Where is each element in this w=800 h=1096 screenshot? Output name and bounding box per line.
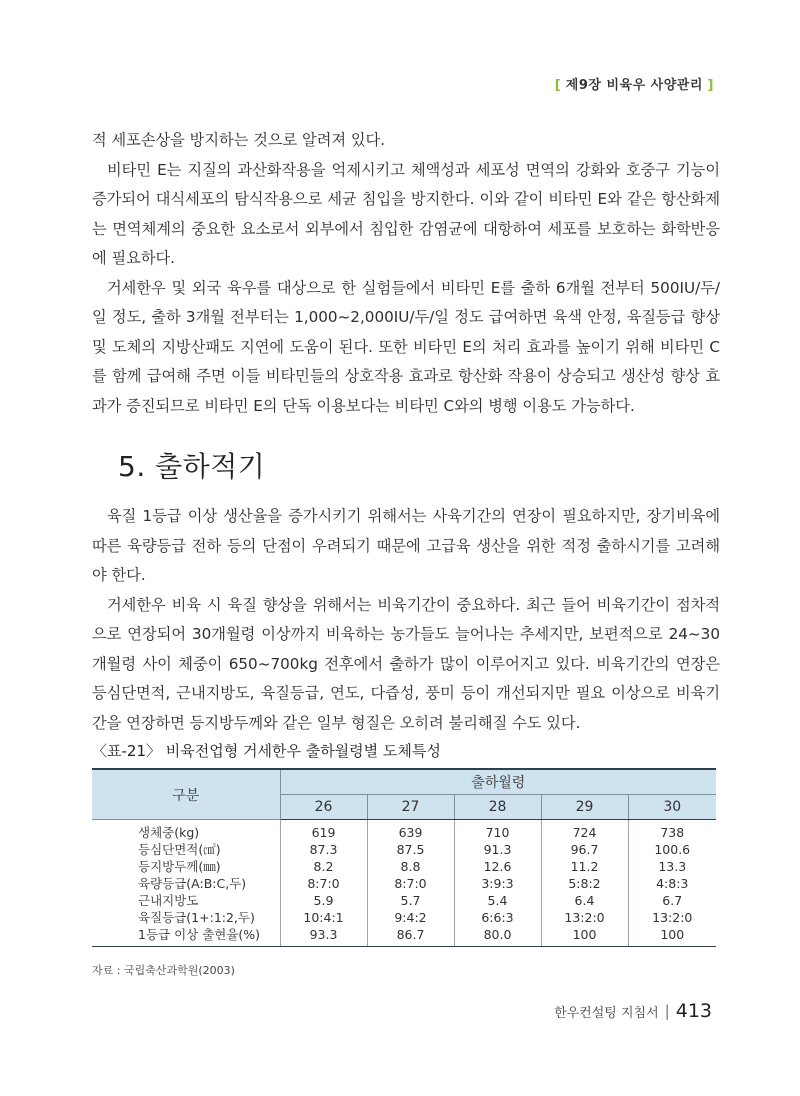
header-month-group: 출하월령 — [280, 769, 716, 795]
footer-separator: | — [664, 1002, 670, 1020]
table-cell: 6.4 — [541, 892, 628, 909]
row-label: 1등급 이상 출현율(%) — [92, 926, 280, 947]
row-label: 등심단면적(㎠) — [138, 842, 221, 857]
table-cell: 96.7 — [541, 841, 628, 858]
table-row — [92, 858, 716, 875]
chapter-label: 제9장 비육우 사양관리 — [565, 78, 703, 93]
table-cell: 5.9 — [280, 892, 367, 909]
table-cell: 724 — [541, 820, 628, 842]
table-cell: 619 — [280, 820, 367, 842]
table-row — [92, 875, 716, 892]
section-heading: 5. 출하적기 — [118, 450, 266, 483]
row-label: 근내지방도 — [138, 893, 199, 908]
table-row — [92, 892, 716, 909]
paragraph: 거세한우 비육 시 육질 향상을 위해서는 비육기간이 중요하다. 최근 들어 비육기간이 점차적으로 연장되어 30개월령 이상까지 비육하는 농가들도 늘어나는 추세지만, 보편적으로 24~30개월령 사이 체중이 650~700kg 전후에서 출하가 많이 이루어지고 있다. 비육기간의 연장은 등심단면적, 근내지방도, 육질등급, 연도, 다즙성, 풍미 등이 개선되지만 필요 이상으로 비육기간을 연장하면 등지방두께와 같은 일부 형질은 오히려 불리해질 수도 있다. — [92, 595, 720, 732]
table-caption: 〈표-21〉 비육전업형 거세한우 출하월령별 도체특성 — [92, 742, 441, 760]
chapter-header — [555, 74, 714, 93]
book-title: 한우컨설팅 지침서 — [554, 1005, 659, 1021]
table-cell: 8.8 — [367, 858, 454, 875]
header-bracket-right: ] — [707, 78, 714, 93]
table-cell: 13:2:0 — [628, 909, 716, 926]
table-cell: 13:2:0 — [541, 909, 628, 926]
table-cell: 6.7 — [628, 892, 716, 909]
table-cell: 5.7 — [367, 892, 454, 909]
table-cell: 738 — [628, 820, 716, 842]
page-footer — [554, 1000, 712, 1022]
body-text-section — [92, 502, 720, 738]
header-bracket-left: [ — [554, 78, 562, 93]
table-row — [92, 841, 716, 858]
table-cell: 100.6 — [628, 841, 716, 858]
table-cell: 639 — [367, 820, 454, 842]
row-label: 육질등급(1+:1:2,두) — [138, 910, 255, 925]
table-cell: 87.5 — [367, 841, 454, 858]
table-cell: 87.3 — [280, 841, 367, 858]
table-row — [92, 909, 716, 926]
table-source-note: 자료 : 국립축산과학원(2003) — [92, 964, 235, 977]
header-category: 구분 — [92, 769, 280, 820]
table-cell: 8:7:0 — [367, 875, 454, 892]
table-cell: 3:9:3 — [454, 875, 541, 892]
row-label: 육량등급(A:B:C,두) — [138, 876, 247, 891]
header-month: 30 — [628, 795, 716, 820]
header-month: 27 — [367, 795, 454, 820]
table-cell: 100 — [541, 926, 628, 947]
table-cell: 100 — [628, 926, 716, 947]
body-text-top — [92, 126, 720, 421]
table-cell: 86.7 — [367, 926, 454, 947]
page-number: 413 — [675, 1000, 712, 1022]
paragraph: 거세한우 및 외국 육우를 대상으로 한 실험들에서 비타민 E를 출하 6개월 전부터 500IU/두/일 정도, 출하 3개월 전부터는 1,000~2,000IU/두/일 정도 급여하면 육색 안정, 육질등급 향상 및 도체의 지방산패도 지연에 도움이 된다. 또한 비타민 E의 처리 효과를 높이기 위해 비타민 C를 함께 급여해 주면 이들 비타민들의 상호작용 효과로 항산화 작용이 상승되고 생산성 향상 효과가 증진되므로 비타민 E의 단독 이용보다는 비타민 C와의 병행 이용도 가능하다. — [92, 278, 720, 415]
table-cell: 710 — [454, 820, 541, 842]
table-cell: 93.3 — [280, 926, 367, 947]
table-cell: 5:8:2 — [541, 875, 628, 892]
table-cell: 13.3 — [628, 858, 716, 875]
table-cell: 5.4 — [454, 892, 541, 909]
header-month: 28 — [454, 795, 541, 820]
table-cell: 12.6 — [454, 858, 541, 875]
paragraph: 비타민 E는 지질의 과산화작용을 억제시키고 체액성과 세포성 면역의 강화와 호중구 기능이 증가되어 대식세포의 탐식작용으로 세균 침입을 방지한다. 이와 같이 비타민 E와 같은 항산화제는 면역체계의 중요한 요소로서 외부에서 침입한 감염균에 대항하여 세포를 보호하는 화학반응에 필요하다. — [92, 160, 720, 267]
header-month: 26 — [280, 795, 367, 820]
table-cell: 4:8:3 — [628, 875, 716, 892]
table-cell: 10:4:1 — [280, 909, 367, 926]
table-cell: 80.0 — [454, 926, 541, 947]
table-row — [92, 820, 716, 842]
table-cell: 91.3 — [454, 841, 541, 858]
header-month: 29 — [541, 795, 628, 820]
paragraph: 육질 1등급 이상 생산율을 증가시키기 위해서는 사육기간의 연장이 필요하지만, 장기비육에 따른 육량등급 전하 등의 단점이 우려되기 때문에 고급육 생산을 위한 적정 출하시기를 고려해야 한다. — [92, 507, 720, 584]
table-row — [92, 926, 716, 947]
table-cell: 11.2 — [541, 858, 628, 875]
table-cell: 8.2 — [280, 858, 367, 875]
table-cell: 9:4:2 — [367, 909, 454, 926]
carcass-traits-table — [92, 768, 716, 947]
row-label: 등지방두께(㎜) — [138, 859, 221, 874]
table-cell: 8:7:0 — [280, 875, 367, 892]
paragraph: 적 세포손상을 방지하는 것으로 알려져 있다. — [92, 131, 386, 149]
table-cell: 6:6:3 — [454, 909, 541, 926]
row-label: 생체중(kg) — [138, 825, 200, 840]
